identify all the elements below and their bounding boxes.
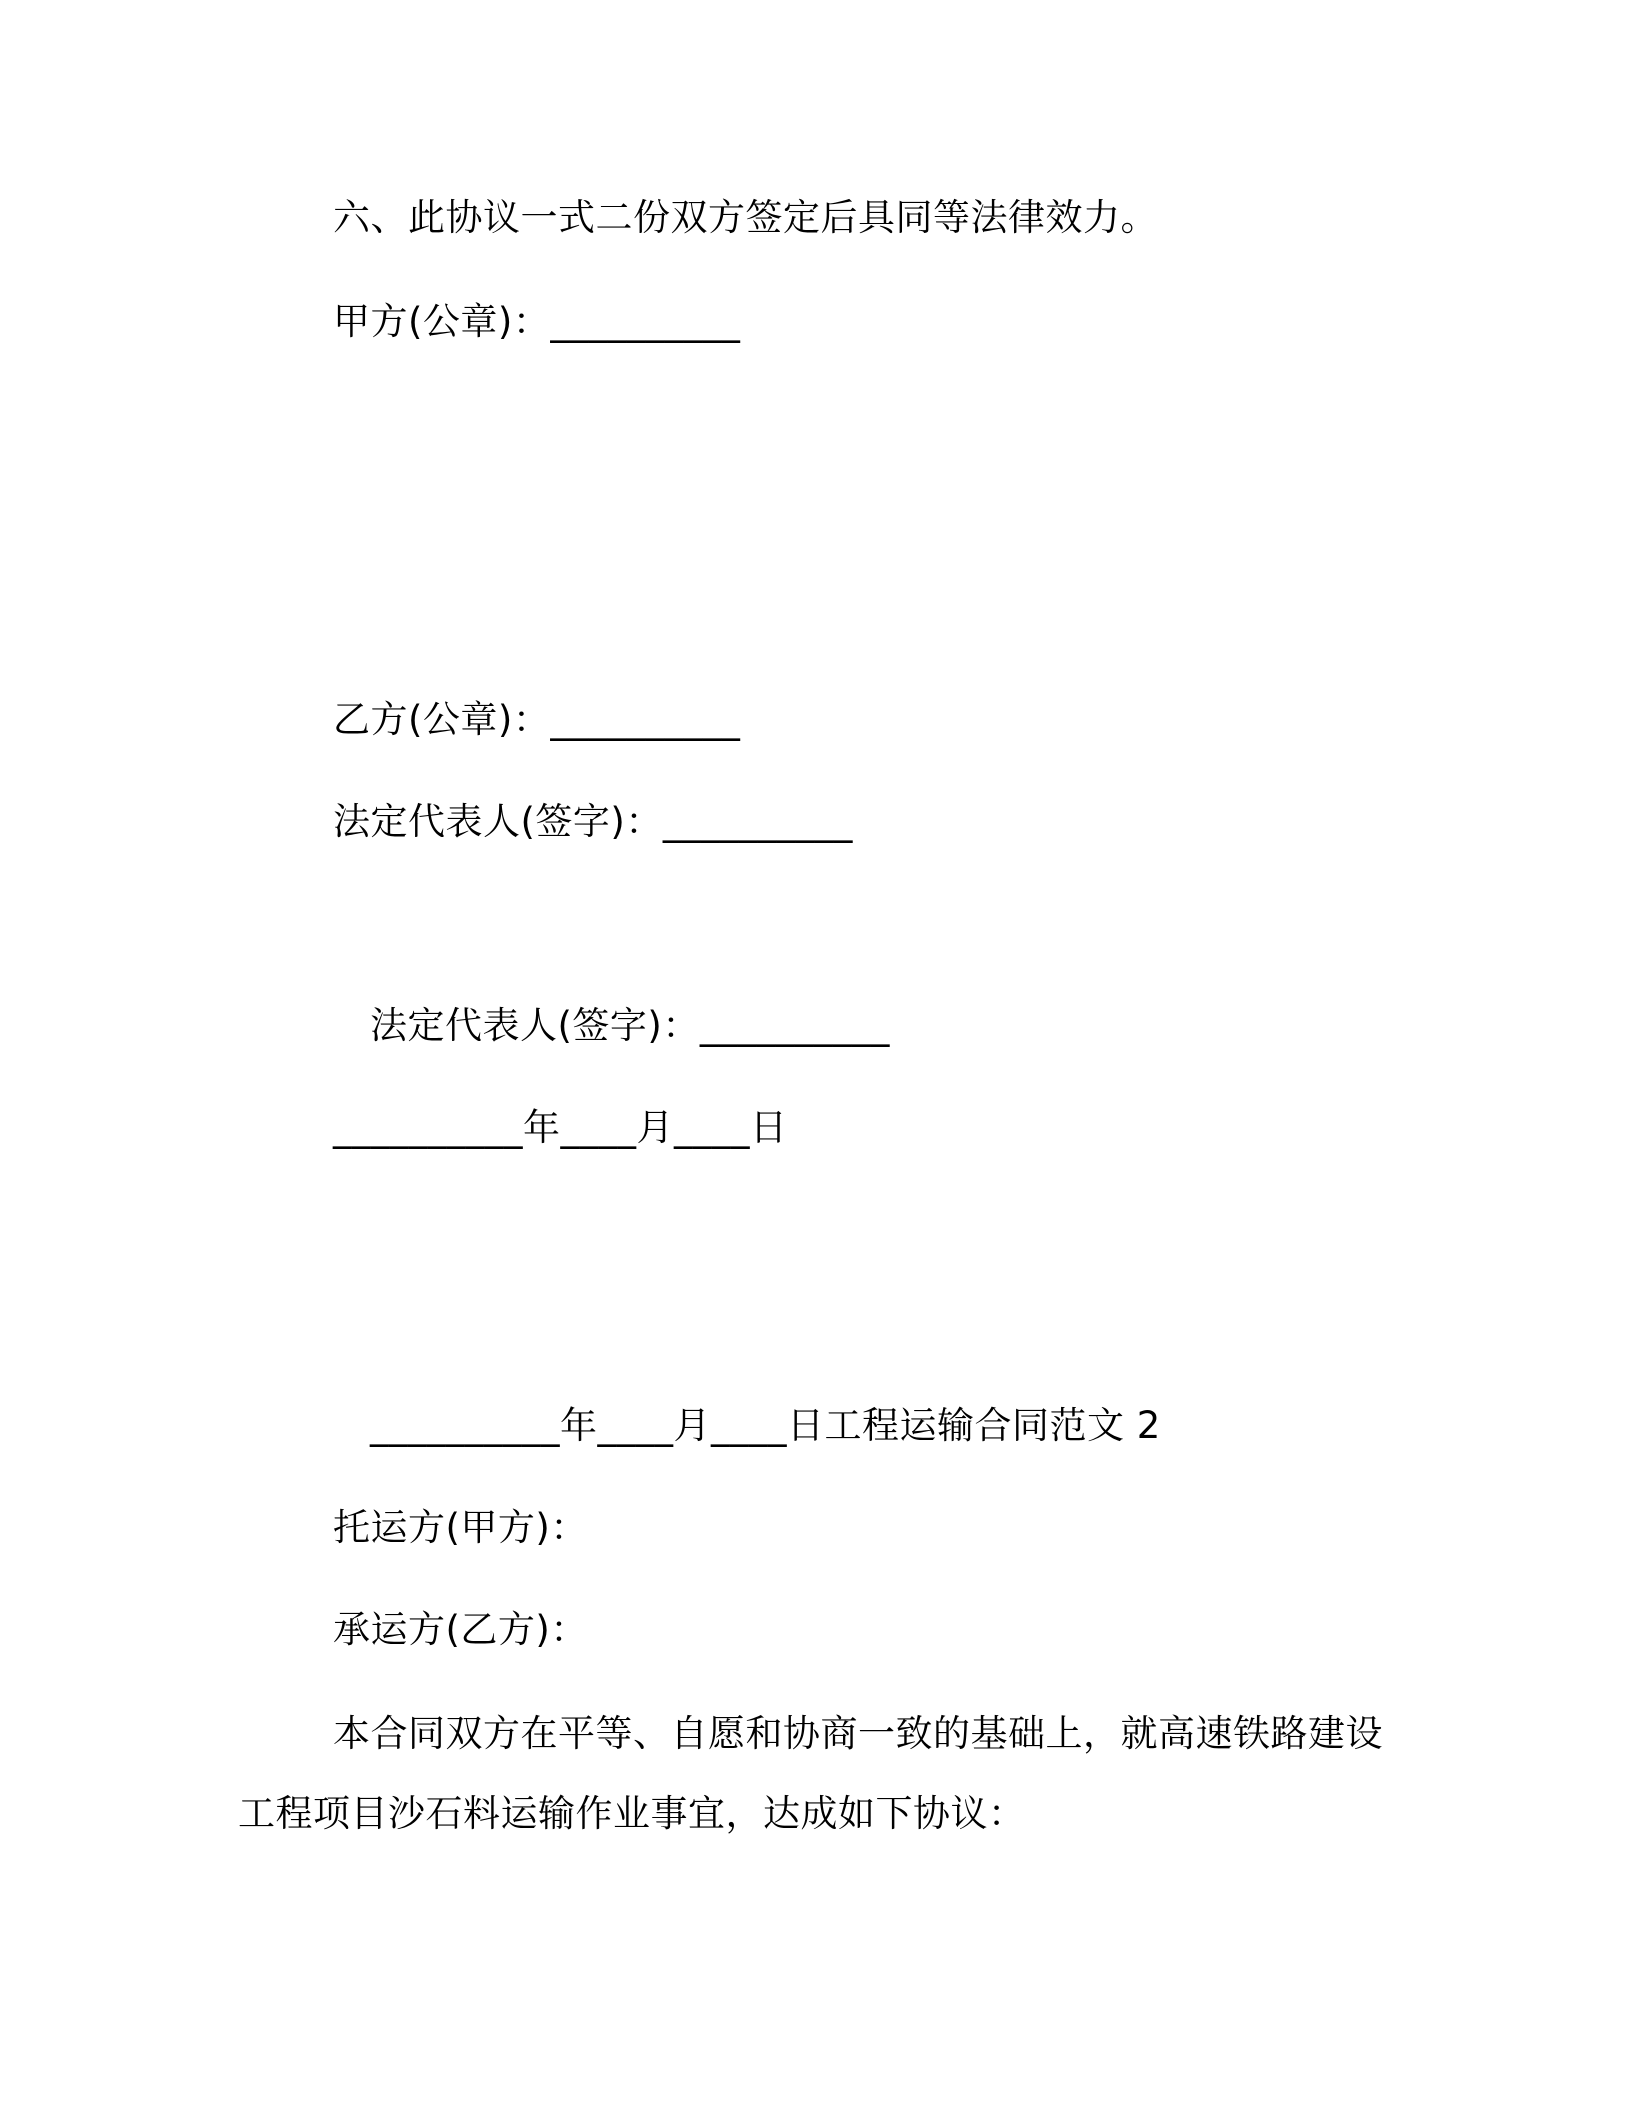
legal-representative-line-2: 法定代表人(签字)：__________ xyxy=(370,1004,890,1047)
date-line: __________年____月____日 xyxy=(333,1106,788,1149)
party-a-seal-line: 甲方(公章)：__________ xyxy=(333,300,741,343)
clause-six: 六、此协议一式二份双方签定后具同等法律效力。 xyxy=(333,196,1158,239)
intro-paragraph-line-2: 工程项目沙石料运输作业事宜，达成如下协议： xyxy=(238,1792,1026,1835)
consignor-line: 托运方(甲方)： xyxy=(333,1506,588,1549)
contract-title-line: __________年____月____日工程运输合同范文 2 xyxy=(370,1404,1161,1447)
intro-paragraph-line-1: 本合同双方在平等、自愿和协商一致的基础上，就高速铁路建设 xyxy=(333,1712,1383,1755)
carrier-line: 承运方(乙方)： xyxy=(333,1608,588,1651)
party-b-seal-line: 乙方(公章)：__________ xyxy=(333,698,741,741)
legal-representative-line-1: 法定代表人(签字)：__________ xyxy=(333,800,853,843)
